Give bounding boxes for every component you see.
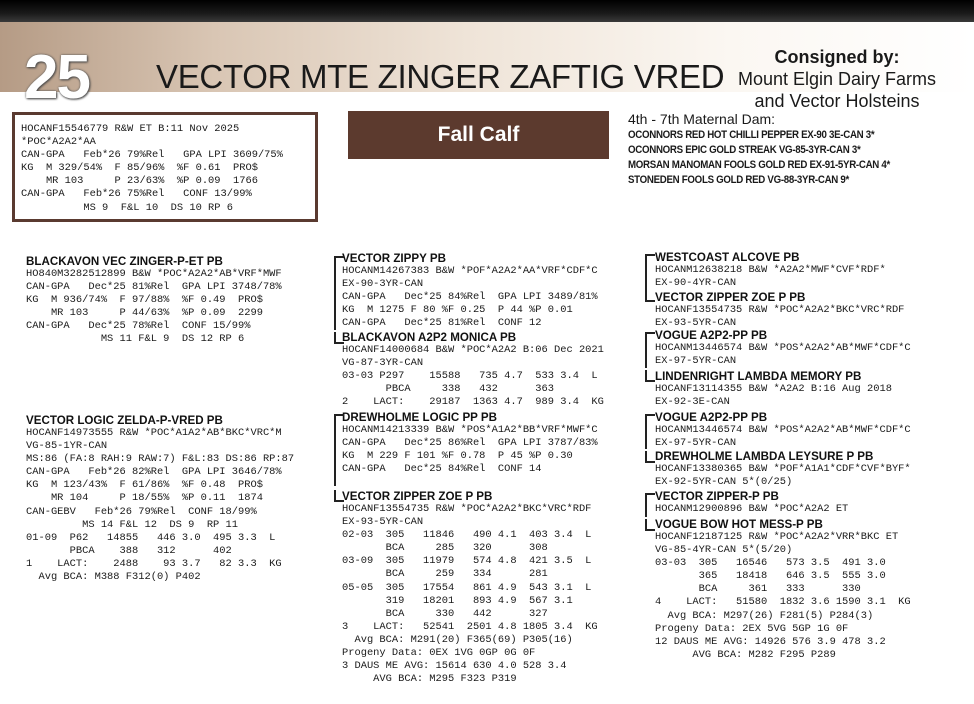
maternal-dam: STONEDEN FOOLS GOLD RED VG-88-3YR-CAN 9* <box>628 174 849 186</box>
pedigree-animal-name: LINDENRIGHT LAMBDA MEMORY PB <box>655 370 862 383</box>
pedigree-line: Progeny Data: 0EX 1VG 0GP 0G 0F <box>342 647 536 660</box>
pedigree-dam-dam <box>342 490 598 686</box>
pedigree-line: EX-93-5YR-CAN <box>342 516 424 529</box>
pedigree-line: MS 14 F&L 12 DS 9 RP 11 <box>26 518 239 531</box>
lot-number: 25 <box>24 43 89 112</box>
pedigree-sire-sire <box>342 252 598 330</box>
pedigree-animal-name: DREWHOLME LOGIC PP PB <box>342 411 498 424</box>
animal-info-text <box>21 123 283 215</box>
pedigree-line: VG-87-3YR-CAN <box>342 357 424 370</box>
pedigree-line: BCA 259 334 281 <box>342 568 548 581</box>
maternal-dam: OCONNORS RED HOT CHILLI PEPPER EX-90 3E-CAN 3* <box>628 129 875 141</box>
pedigree-sds <box>655 329 911 368</box>
pedigree-line: MS:86 (FA:8 RAH:9 RAW:7) F&L:83 DS:86 RP:87 <box>26 453 295 466</box>
pedigree-line: CAN-GPA Dec*25 86%Rel GPA LPI 3787/83% <box>342 437 598 450</box>
info-line: MS 9 F&L 10 DS 10 RP 6 <box>21 201 234 214</box>
bracket <box>645 254 655 290</box>
pedigree-line: 01-09 P62 14855 446 3.0 495 3.3 L <box>26 531 276 544</box>
bracket <box>645 414 655 449</box>
pedigree-line: HOCANF13554735 R&W *POC*A2A2*BKC*VRC*RDF <box>655 304 905 316</box>
pedigree-sire-dam <box>342 331 604 409</box>
bracket <box>645 290 655 302</box>
class-badge: Fall Calf <box>348 111 609 159</box>
pedigree-line: PBCA 388 312 402 <box>26 544 232 557</box>
pedigree-line: VG-85-4YR-CAN 5*(5/20) <box>655 544 793 557</box>
pedigree-line: 12 DAUS ME AVG: 14926 576 3.9 478 3.2 <box>655 635 886 648</box>
pedigree-ssd <box>655 291 904 330</box>
pedigree-sdd <box>655 370 892 409</box>
info-line: KG M 329/54% F 85/96% %F 0.61 PRO$ <box>21 162 258 175</box>
pedigree-line: KG M 229 F 101 %F 0.78 P 45 %P 0.30 <box>342 450 573 463</box>
pedigree-line: CAN-GEBV Feb*26 79%Rel CONF 18/99% <box>26 505 257 518</box>
pedigree-line: EX-90-4YR-CAN <box>655 277 737 290</box>
pedigree-line: BCA 361 333 330 <box>655 583 861 596</box>
maternal-dam: OCONNORS EPIC GOLD STREAK VG-85-3YR-CAN 3* <box>628 144 861 156</box>
pedigree-line: 4 LACT: 51580 1832 3.6 1590 3.1 KG <box>655 596 911 609</box>
pedigree-line: 1 LACT: 2488 93 3.7 82 3.3 KG <box>26 557 282 570</box>
info-line: MR 103 P 23/63% %P 0.09 1766 <box>21 175 258 188</box>
pedigree-line: BCA 330 442 327 <box>342 607 548 620</box>
pedigree-line: 02-03 305 11846 490 4.1 403 3.4 L <box>342 529 592 542</box>
pedigree-animal-name: VECTOR ZIPPER ZOE P PB <box>655 291 806 304</box>
pedigree-dam <box>26 414 294 584</box>
animal-name: VECTOR MTE ZINGER ZAFTIG VRED <box>156 58 725 95</box>
pedigree-animal-name: VECTOR ZIPPY PB <box>342 252 446 265</box>
pedigree-line: CAN-GPA Dec*25 81%Rel CONF 12 <box>342 317 542 330</box>
pedigree-line: EX-90-3YR-CAN <box>342 278 424 291</box>
pedigree-line: AVG BCA: M282 F295 P289 <box>655 648 836 661</box>
pedigree-line: HOCANF12187125 R&W *POC*A2A2*VRR*BKC ET <box>655 531 899 543</box>
pedigree-line: 03-03 305 16546 573 3.5 491 3.0 <box>655 557 886 570</box>
pedigree-animal-name: BLACKAVON A2P2 MONICA PB <box>342 331 517 344</box>
pedigree-line: Avg BCA: M388 F312(0) P402 <box>26 571 201 584</box>
pedigree-sire <box>26 255 282 347</box>
bracket <box>334 256 344 330</box>
pedigree-line: 2 LACT: 29187 1363 4.7 989 3.4 KG <box>342 396 604 409</box>
bracket <box>645 493 655 517</box>
pedigree-line: EX-97-5YR-CAN <box>655 355 737 368</box>
pedigree-line: KG M 123/43% F 61/86% %F 0.48 PRO$ <box>26 479 263 492</box>
bracket <box>645 519 655 531</box>
pedigree-animal-name: DREWHOLME LAMBDA LEYSURE P PB <box>655 450 874 463</box>
pedigree-line: HO840M3282512899 B&W *POC*A2A2*AB*VRF*MWF <box>26 268 282 280</box>
info-line: CAN-GPA Feb*26 75%Rel CONF 13/99% <box>21 188 252 201</box>
pedigree-animal-name: VECTOR ZIPPER-P PB <box>655 490 779 503</box>
consigned-by <box>712 46 962 112</box>
pedigree-line: CAN-GPA Feb*26 82%Rel GPA LPI 3646/78% <box>26 466 282 479</box>
pedigree-dds <box>655 490 848 516</box>
bracket <box>645 332 655 368</box>
consigned-label: Consigned by: <box>774 47 900 67</box>
pedigree-animal-name: VOGUE BOW HOT MESS-P PB <box>655 518 823 531</box>
pedigree-line: Avg BCA: M297(26) F281(5) P284(3) <box>655 609 874 622</box>
maternal-dam: MORSAN MANOMAN FOOLS GOLD RED EX-91-5YR-CAN 4* <box>628 159 890 171</box>
pedigree-line: Avg BCA: M291(20) F365(69) P305(16) <box>342 633 573 646</box>
bracket <box>334 490 344 502</box>
pedigree-line: EX-97-5YR-CAN <box>655 437 737 450</box>
pedigree-line: HOCANM13446574 B&W *POS*A2A2*AB*MWF*CDF*C <box>655 424 911 436</box>
pedigree-line: BCA 285 320 308 <box>342 542 548 555</box>
pedigree-line: HOCANF13554735 R&W *POC*A2A2*BKC*VRC*RDF <box>342 503 592 515</box>
maternal-dams <box>628 111 968 188</box>
pedigree-line: 319 18201 893 4.9 567 3.1 <box>342 594 573 607</box>
pedigree-line: HOCANM12900896 B&W *POC*A2A2 ET <box>655 503 849 515</box>
pedigree-animal-name: BLACKAVON VEC ZINGER-P-ET PB <box>26 255 223 268</box>
pedigree-animal-name: VECTOR LOGIC ZELDA-P-VRED PB <box>26 414 223 427</box>
pedigree-line: HOCANF13114355 B&W *A2A2 B:16 Aug 2018 <box>655 383 892 395</box>
pedigree-line: CAN-GPA Dec*25 84%Rel GPA LPI 3489/81% <box>342 291 598 304</box>
pedigree-sss <box>655 251 886 290</box>
pedigree-ddd <box>655 518 911 662</box>
pedigree-line: MR 103 P 44/63% %P 0.09 2299 <box>26 307 263 320</box>
top-dark-band <box>0 0 974 22</box>
pedigree-line: MR 104 P 18/55% %P 0.11 1874 <box>26 492 263 505</box>
bracket <box>334 332 344 344</box>
maternal-title: 4th - 7th Maternal Dam: <box>628 111 776 127</box>
pedigree-line: 03-09 305 11979 574 4.8 421 3.5 L <box>342 555 592 568</box>
pedigree-line: AVG BCA: M295 F323 P319 <box>342 673 517 686</box>
pedigree-animal-name: VOGUE A2P2-PP PB <box>655 329 768 342</box>
pedigree-line: 3 DAUS ME AVG: 15614 630 4.0 528 3.4 <box>342 660 567 673</box>
pedigree-line: MS 11 F&L 9 DS 12 RP 6 <box>26 333 245 346</box>
bracket <box>334 414 344 486</box>
pedigree-line: 03-03 P297 15588 735 4.7 533 3.4 L <box>342 370 598 383</box>
consigner-line: Mount Elgin Dairy Farms <box>737 69 937 89</box>
pedigree-line: HOCANF14973555 R&W *POC*A1A2*AB*BKC*VRC*M <box>26 427 282 439</box>
header-banner <box>0 22 974 112</box>
pedigree-line: CAN-GPA Dec*25 81%Rel GPA LPI 3748/78% <box>26 281 282 294</box>
info-line: CAN-GPA Feb*26 79%Rel GPA LPI 3609/75% <box>21 149 283 162</box>
pedigree-line: HOCANF14000684 B&W *POC*A2A2 B:06 Dec 2021 <box>342 344 604 356</box>
pedigree-line: HOCANM12638218 B&W *A2A2*MWF*CVF*RDF* <box>655 264 886 276</box>
consigner-line: and Vector Holsteins <box>754 91 920 111</box>
info-line: HOCANF15546779 R&W ET B:11 Nov 2025 <box>21 123 240 135</box>
pedigree-line: VG-85-1YR-CAN <box>26 440 108 453</box>
pedigree-line: HOCANM14267383 B&W *POF*A2A2*AA*VRF*CDF*C <box>342 265 598 277</box>
bracket <box>645 370 655 382</box>
pedigree-line: 3 LACT: 52541 2501 4.8 1805 3.4 KG <box>342 620 598 633</box>
pedigree-line: CAN-GPA Dec*25 84%Rel CONF 14 <box>342 463 542 476</box>
pedigree-line: KG M 1275 F 80 %F 0.25 P 44 %P 0.01 <box>342 304 573 317</box>
pedigree-line: HOCANM14213339 B&W *POS*A1A2*BB*VRF*MWF*C <box>342 424 598 436</box>
pedigree-line: HOCANF13380365 B&W *POF*A1A1*CDF*CVF*BYF* <box>655 463 911 475</box>
pedigree-dss <box>655 411 911 450</box>
bracket <box>645 451 655 463</box>
pedigree-line: Progeny Data: 2EX 5VG 5GP 1G 0F <box>655 622 849 635</box>
pedigree-line: KG M 936/74% F 97/88% %F 0.49 PRO$ <box>26 294 263 307</box>
pedigree-line: EX-93-5YR-CAN <box>655 317 737 330</box>
pedigree-animal-name: WESTCOAST ALCOVE PB <box>655 251 800 264</box>
pedigree-line: 05-05 305 17554 861 4.9 543 3.1 L <box>342 581 592 594</box>
pedigree-line: EX-92-3E-CAN <box>655 396 730 409</box>
pedigree-dsd <box>655 450 911 489</box>
pedigree-animal-name: VOGUE A2P2-PP PB <box>655 411 768 424</box>
pedigree-line: CAN-GPA Dec*25 78%Rel CONF 15/99% <box>26 320 251 333</box>
animal-info-box <box>12 112 318 222</box>
pedigree-dam-sire <box>342 411 598 476</box>
pedigree-line: PBCA 338 432 363 <box>342 383 555 396</box>
pedigree-line: EX-92-5YR-CAN 5*(0/25) <box>655 476 793 489</box>
info-line: *POC*A2A2*AA <box>21 136 96 149</box>
pedigree-line: 365 18418 646 3.5 555 3.0 <box>655 570 886 583</box>
pedigree-animal-name: VECTOR ZIPPER ZOE P PB <box>342 490 493 503</box>
pedigree-line: HOCANM13446574 B&W *POS*A2A2*AB*MWF*CDF*C <box>655 342 911 354</box>
